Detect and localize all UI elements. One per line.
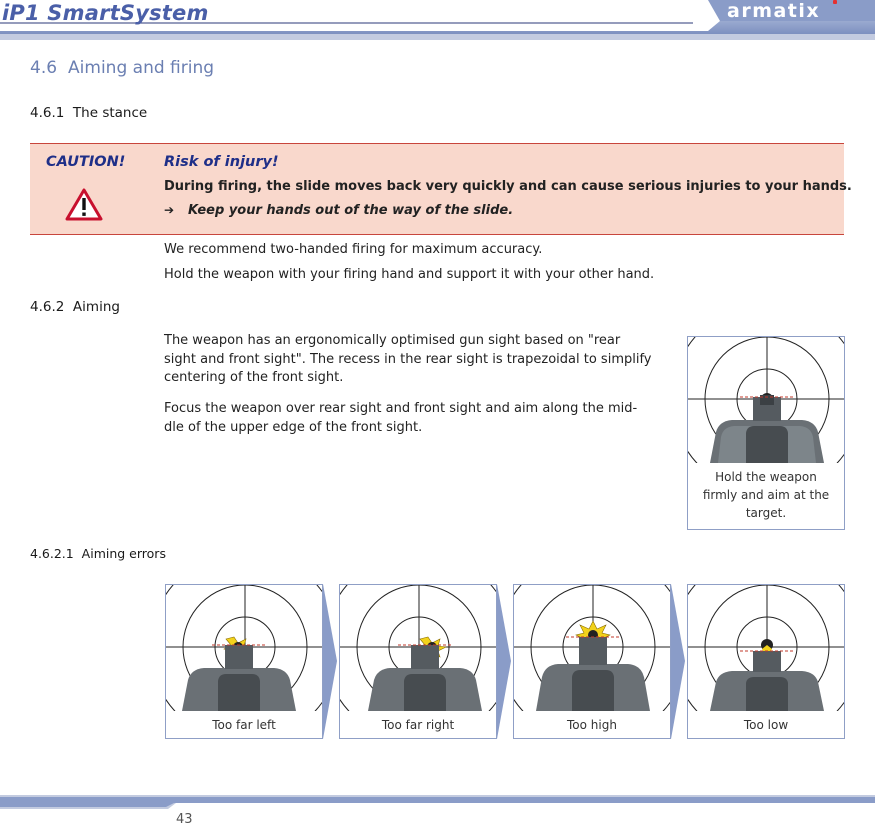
stance-paragraph-1: We recommend two-handed firing for maximum accuracy. — [164, 242, 543, 257]
logo-dot — [833, 0, 837, 4]
sight-too-low-illustration — [688, 585, 845, 711]
error-figure-too-far-left — [165, 584, 323, 739]
aiming-paragraph-1 — [164, 332, 664, 388]
sight-too-far-right-illustration — [340, 585, 497, 711]
figure-caption-line-2: firmly and aim at the — [702, 488, 830, 502]
aiming-p1-line-1: The weapon has an ergonomically optimised gun sight based on "rear — [164, 333, 621, 348]
sight-too-far-left-illustration — [166, 585, 323, 711]
page-number: 43 — [176, 812, 193, 827]
section-heading — [30, 58, 214, 78]
arrow-bullet-icon: ➔ — [164, 203, 175, 217]
aiming-errors-heading: 4.6.2.1 Aiming errors — [30, 546, 166, 561]
footer-band — [0, 795, 875, 827]
error-caption-too-low: Too low — [743, 718, 789, 732]
caution-box — [30, 143, 852, 235]
brand-logo: armatix — [727, 0, 821, 22]
chevron-right-icon — [323, 584, 337, 739]
error-figure-too-low — [687, 584, 845, 739]
error-caption-too-high: Too high — [567, 718, 617, 732]
aiming-p1-line-3: centering of the front sight. — [164, 370, 344, 385]
section-number: 4.6 — [30, 58, 58, 78]
error-caption-too-far-left: Too far left — [212, 718, 276, 732]
stance-heading: 4.6.1 The stance — [30, 105, 148, 121]
aiming-figure — [687, 336, 845, 530]
caution-title: Risk of injury! — [164, 154, 279, 170]
figure-caption — [688, 468, 844, 522]
figure-caption-line-3: target. — [745, 506, 787, 520]
document-title: iP1 SmartSystem — [2, 1, 209, 25]
error-caption-too-far-right: Too far right — [381, 718, 455, 732]
aiming-heading: 4.6.2 Aiming — [30, 299, 120, 315]
chevron-right-icon — [671, 584, 685, 739]
caution-text: During firing, the slide moves back very quickly and can cause serious injuries to your hands. — [164, 179, 852, 194]
chevron-right-icon — [497, 584, 511, 739]
aiming-p1-line-2: sight and front sight". The recess in the rear sight is trapezoidal to simplify — [164, 351, 652, 367]
aiming-p2-line-2: dle of the upper edge of the front sight. — [164, 419, 423, 435]
error-figure-too-far-right — [339, 584, 497, 739]
aiming-p2-line-1: Focus the weapon over rear sight and front sight and aim along the mid- — [164, 401, 638, 416]
gun-sight-illustration — [688, 337, 845, 463]
caution-label: CAUTION! — [46, 154, 126, 170]
figure-caption-line-1: Hold the weapon — [715, 470, 817, 484]
sight-too-high-illustration — [514, 585, 671, 711]
aiming-paragraph-2 — [164, 400, 664, 437]
warning-triangle-icon — [65, 187, 103, 221]
section-title: Aiming and firing — [68, 58, 215, 78]
error-figure-too-high — [513, 584, 671, 739]
caution-action: Keep your hands out of the way of the slide. — [188, 203, 514, 218]
stance-paragraph-2: Hold the weapon with your firing hand and support it with your other hand. — [164, 267, 655, 282]
